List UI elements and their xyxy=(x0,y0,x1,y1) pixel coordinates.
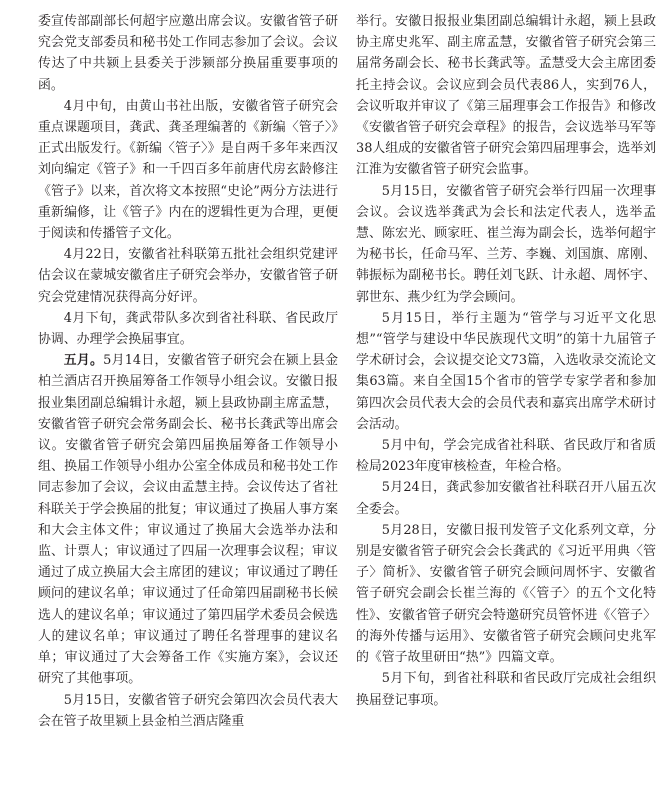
paragraph: 4月下旬，龚武带队多次到省社科联、省民政厅协调、办理学会换届事宜。 xyxy=(38,310,338,348)
right-column xyxy=(356,11,656,711)
paragraph-text: 5月14日，安徽省管子研究会在颍上县金柏兰酒店召开换届筹备工作领导小组会议。安徽日报报业集团副总编辑计永超，颍上县政协副主席孟慧，安徽省管子研究会常务副会长、秘书长龚武等出席会议。安徽省管子研究会第四届换届筹备工作领导小组、换届工作领导小组办公室全体成员和秘书处工作同志参加了会议，会议由孟慧主持。会议传达了省社科联关于学会换届的批复；审议通过了换届人事方案和大会主体文件；审议通过了换届大会选举办法和监、计票人；审议通过了四届一次理事会议程；审议通过了成立换届大会主席团的建议；审议通过了聘任顾问的建议名单；审议通过了任命第四届副秘书长候选人的建议名单；审议通过了第四届学术委员会候选人的建议名单；审议通过了聘任名誉理事的建议名单；审议通过了大会筹备工作《实施方案》，会议还研究了其他事项。 xyxy=(38,353,338,687)
paragraph: 委宣传部副部长何超宇应邀出席会议。安徽省管子研究会党支部委员和秘书处工作同志参加了会议。会议传达了中共颍上县委关于涉颍部分换届重要事项的函。 xyxy=(38,14,338,93)
paragraph: 4月22日，安徽省社科联第五批社会组织党建评估会议在蒙城安徽省庄子研究会举办，安徽省管子研究会党建情况获得高分好评。 xyxy=(38,247,338,305)
paragraph: 举行。安徽日报报业集团副总编辑计永超，颍上县政协主席史兆军、副主席孟慧，安徽省管子研究会第三届常务副会长、秘书长龚武等。孟慧受大会主席团委托主持会议。会议应到会员代表86人，实到76人，会议听取并审议了《第三届理事会工作报告》和修改《安徽省管子研究会章程》的报告，会议选举马军等38人组成的安徽省管子研究会第四届理事会，选举刘江淮为安徽省管子研究会监事。 xyxy=(356,14,656,178)
paragraph: 5月15日，安徽省管子研究会第四次会员代表大会在管子故里颍上县金柏兰酒店隆重 xyxy=(38,692,338,729)
paragraph: 5月28日，安徽日报刊发管子文化系列文章，分别是安徽省管子研究会会长龚武的《习近平用典〈管子〉简析》、安徽省管子研究会顾问周怀宇、安徽省管子研究会副会长崔兰海的《〈管子〉的五个文化特性》、安徽省管子研究会特邀研究员管怀进《〈管子〉的海外传播与运用》、安徽省管子研究会顾问史兆军的《管子故里研田“热”》四篇文章。 xyxy=(356,522,656,666)
paragraph: 5月下旬，到省社科联和省民政厅完成社会组织换届登记事项。 xyxy=(356,671,656,708)
left-column xyxy=(38,11,338,732)
month-heading: 五月。 xyxy=(63,353,104,369)
paragraph: 4月中旬，由黄山书社出版，安徽省管子研究会重点课题项目，龚武、龚圣理编著的《新编〈管子〉》正式出版发行。《新编〈管子〉》是自两千多年来西汉刘向编定《管子》和一千四百多年前唐代房玄龄修注《管子》以来，首次将文本按照“史论”两分方法进行重新编修，让《管子》内在的逻辑性更为合理，更便于阅读和传播管子文化。 xyxy=(38,98,338,242)
paragraph: 5月15日，安徽省管子研究会举行四届一次理事会议。会议选举龚武为会长和法定代表人，选举孟慧、陈宏光、顾家旺、崔兰海为副会长，选举何超宇为秘书长，任命马军、兰芳、李巍、刘国旗、席刚、韩振标为副秘书长。聘任刘飞跃、计永超、周怀宇、郭世东、燕少红为学会顾问。 xyxy=(356,183,656,305)
paragraph: 5月15日，举行主题为“管学与习近平文化思想”“管学与建设中华民族现代文明”的第十九届管子学术研讨会，会议提交论文73篇，入选收录交流论文集63篇。来自全国15个省市的管学专家学者和参加第四次会员代表大会的会员代表和嘉宾出席学术研讨会活动。 xyxy=(356,310,656,432)
paragraph: 5月24日，龚武参加安徽省社科联召开八届五次全委会。 xyxy=(356,480,656,517)
paragraph-may xyxy=(38,350,338,689)
paragraph: 5月中旬，学会完成省社科联、省民政厅和省质检局2023年度审核检查，年检合格。 xyxy=(356,438,656,475)
